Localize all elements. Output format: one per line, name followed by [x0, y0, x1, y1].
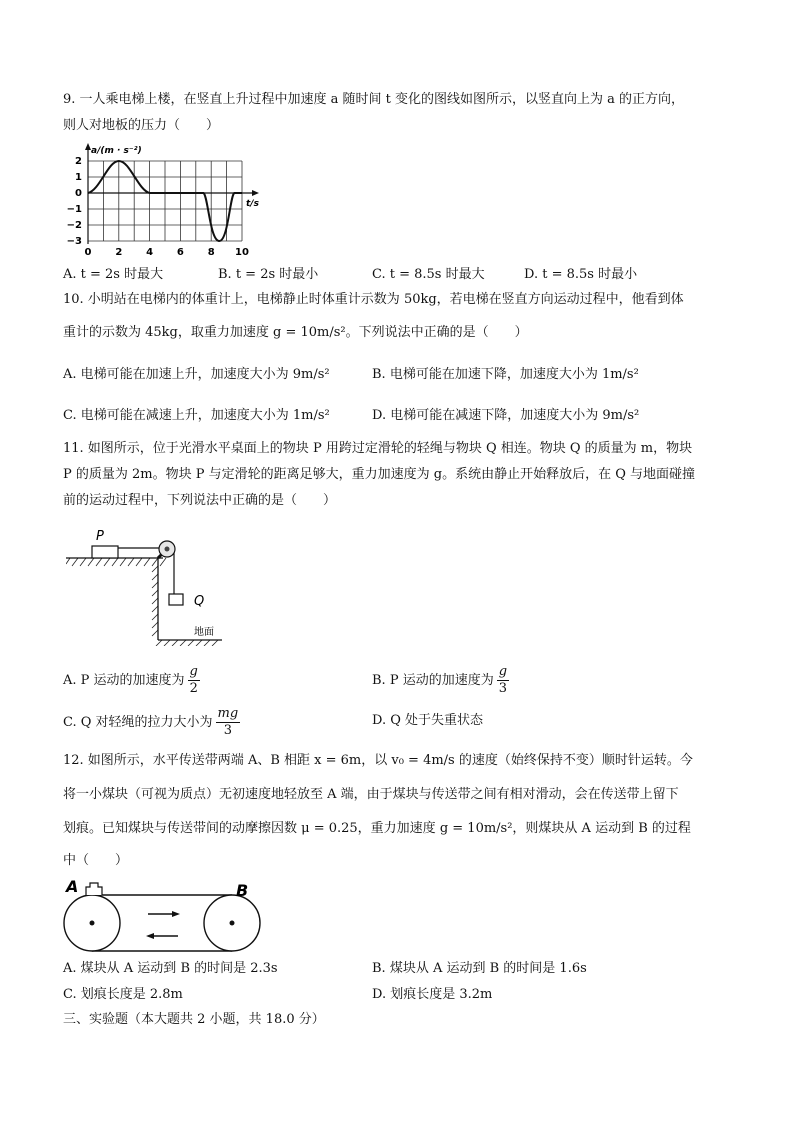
- x-tick-label: 4: [146, 247, 154, 258]
- q11-pulley-figure: [66, 518, 236, 646]
- q12-stem-line4: 中（ ）: [63, 853, 129, 868]
- q10-stem-line1: 10. 小明站在电梯内的体重计上，电梯静止时体重计示数为 50kg，若电梯在竖直方向运动过程中，他看到体: [63, 292, 684, 307]
- q11-stem-line1: 11. 如图所示，位于光滑水平桌面上的物块 P 用跨过定滑轮的轻绳与物块 Q 相连。物块 Q 的质量为 m，物块: [63, 441, 693, 456]
- q11-stem-line2: P 的质量为 2m。物块 P 与定滑轮的距离足够大，重力加速度为 g。系统由静止开始释放后，在 Q 与地面碰撞: [63, 467, 695, 482]
- q9-option-d: D. t = 8.5s 时最小: [524, 267, 638, 282]
- label-a: A: [66, 878, 79, 896]
- graph-y-axis-label: a/(m · s⁻²): [91, 146, 142, 156]
- q11-option-d: D. Q 处于失重状态: [372, 713, 484, 728]
- x-tick-label: 0: [84, 247, 92, 258]
- section-heading-experiments: 三、实验题（本大题共 2 小题，共 18.0 分）: [63, 1012, 325, 1027]
- y-tick-label: −2: [66, 220, 82, 231]
- q12-stem-line3: 划痕。已知煤块与传送带间的动摩擦因数 μ = 0.25，重力加速度 g = 10m/s²，则煤块从 A 运动到 B 的过程: [63, 821, 691, 836]
- q10-option-a: A. 电梯可能在加速上升，加速度大小为 9m/s²: [63, 367, 330, 382]
- q12-option-a: A. 煤块从 A 运动到 B 的时间是 2.3s: [63, 961, 278, 976]
- q12-conveyor-figure: [62, 878, 282, 956]
- q9-option-b: B. t = 2s 时最小: [218, 267, 319, 282]
- label-ground: 地面: [194, 627, 214, 638]
- q12-option-d: D. 划痕长度是 3.2m: [372, 987, 493, 1002]
- label-q: Q: [194, 594, 205, 609]
- q12-stem-line2: 将一小煤块（可视为质点）无初速度地轻放至 A 端，由于煤块与传送带之间有相对滑动，会在传送带上留下: [63, 787, 679, 802]
- x-tick-label: 2: [115, 247, 123, 258]
- q9-stem-line1: 9. 一人乘电梯上楼，在竖直上升过程中加速度 a 随时间 t 变化的图线如图所示，以竖直向上为 a 的正方向，: [63, 92, 685, 107]
- q9-acceleration-graph: [58, 140, 268, 260]
- y-tick-label: −3: [66, 236, 82, 247]
- q10-stem-line2: 重计的示数为 45kg，取重力加速度 g = 10m/s²。下列说法中正确的是（ ）: [63, 325, 528, 340]
- q12-stem-line1: 12. 如图所示，水平传送带两端 A、B 相距 x = 6m，以 v₀ = 4m/s 的速度（始终保持不变）顺时针运转。今: [63, 753, 693, 768]
- q11-option-a: A. P 运动的加速度为 $\frac{g}{2}$: [63, 664, 198, 696]
- q11-stem-line3: 前的运动过程中，下列说法中正确的是（ ）: [63, 493, 337, 508]
- label-p: P: [96, 529, 104, 544]
- q10-option-b: B. 电梯可能在加速下降，加速度大小为 1m/s²: [372, 367, 639, 382]
- q9-stem-line2: 则人对地板的压力（ ）: [63, 118, 220, 133]
- block-q: [169, 594, 183, 605]
- coal-block: [86, 883, 102, 895]
- x-tick-label: 8: [207, 247, 215, 258]
- x-tick-label: 10: [235, 247, 249, 258]
- y-tick-label: 1: [75, 172, 82, 183]
- q9-option-a: A. t = 2s 时最大: [63, 267, 164, 282]
- q12-option-c: C. 划痕长度是 2.8m: [63, 987, 183, 1002]
- y-tick-label: 0: [75, 188, 82, 199]
- q12-option-b: B. 煤块从 A 运动到 B 的时间是 1.6s: [372, 961, 587, 976]
- y-tick-label: 2: [75, 156, 82, 167]
- q9-option-c: C. t = 8.5s 时最大: [372, 267, 485, 282]
- q11-option-c: C. Q 对轻绳的拉力大小为 $\frac{mg}{3}$: [63, 706, 239, 738]
- label-b: B: [236, 881, 249, 900]
- block-p: [92, 546, 118, 558]
- q10-option-c: C. 电梯可能在减速上升，加速度大小为 1m/s²: [63, 408, 330, 423]
- graph-x-axis-label: t/s: [246, 199, 259, 209]
- q11-option-b: B. P 运动的加速度为 $\frac{g}{3}$: [372, 664, 508, 696]
- x-tick-label: 6: [176, 247, 184, 258]
- q10-option-d: D. 电梯可能在减速下降，加速度大小为 9m/s²: [372, 408, 640, 423]
- y-tick-label: −1: [66, 204, 82, 215]
